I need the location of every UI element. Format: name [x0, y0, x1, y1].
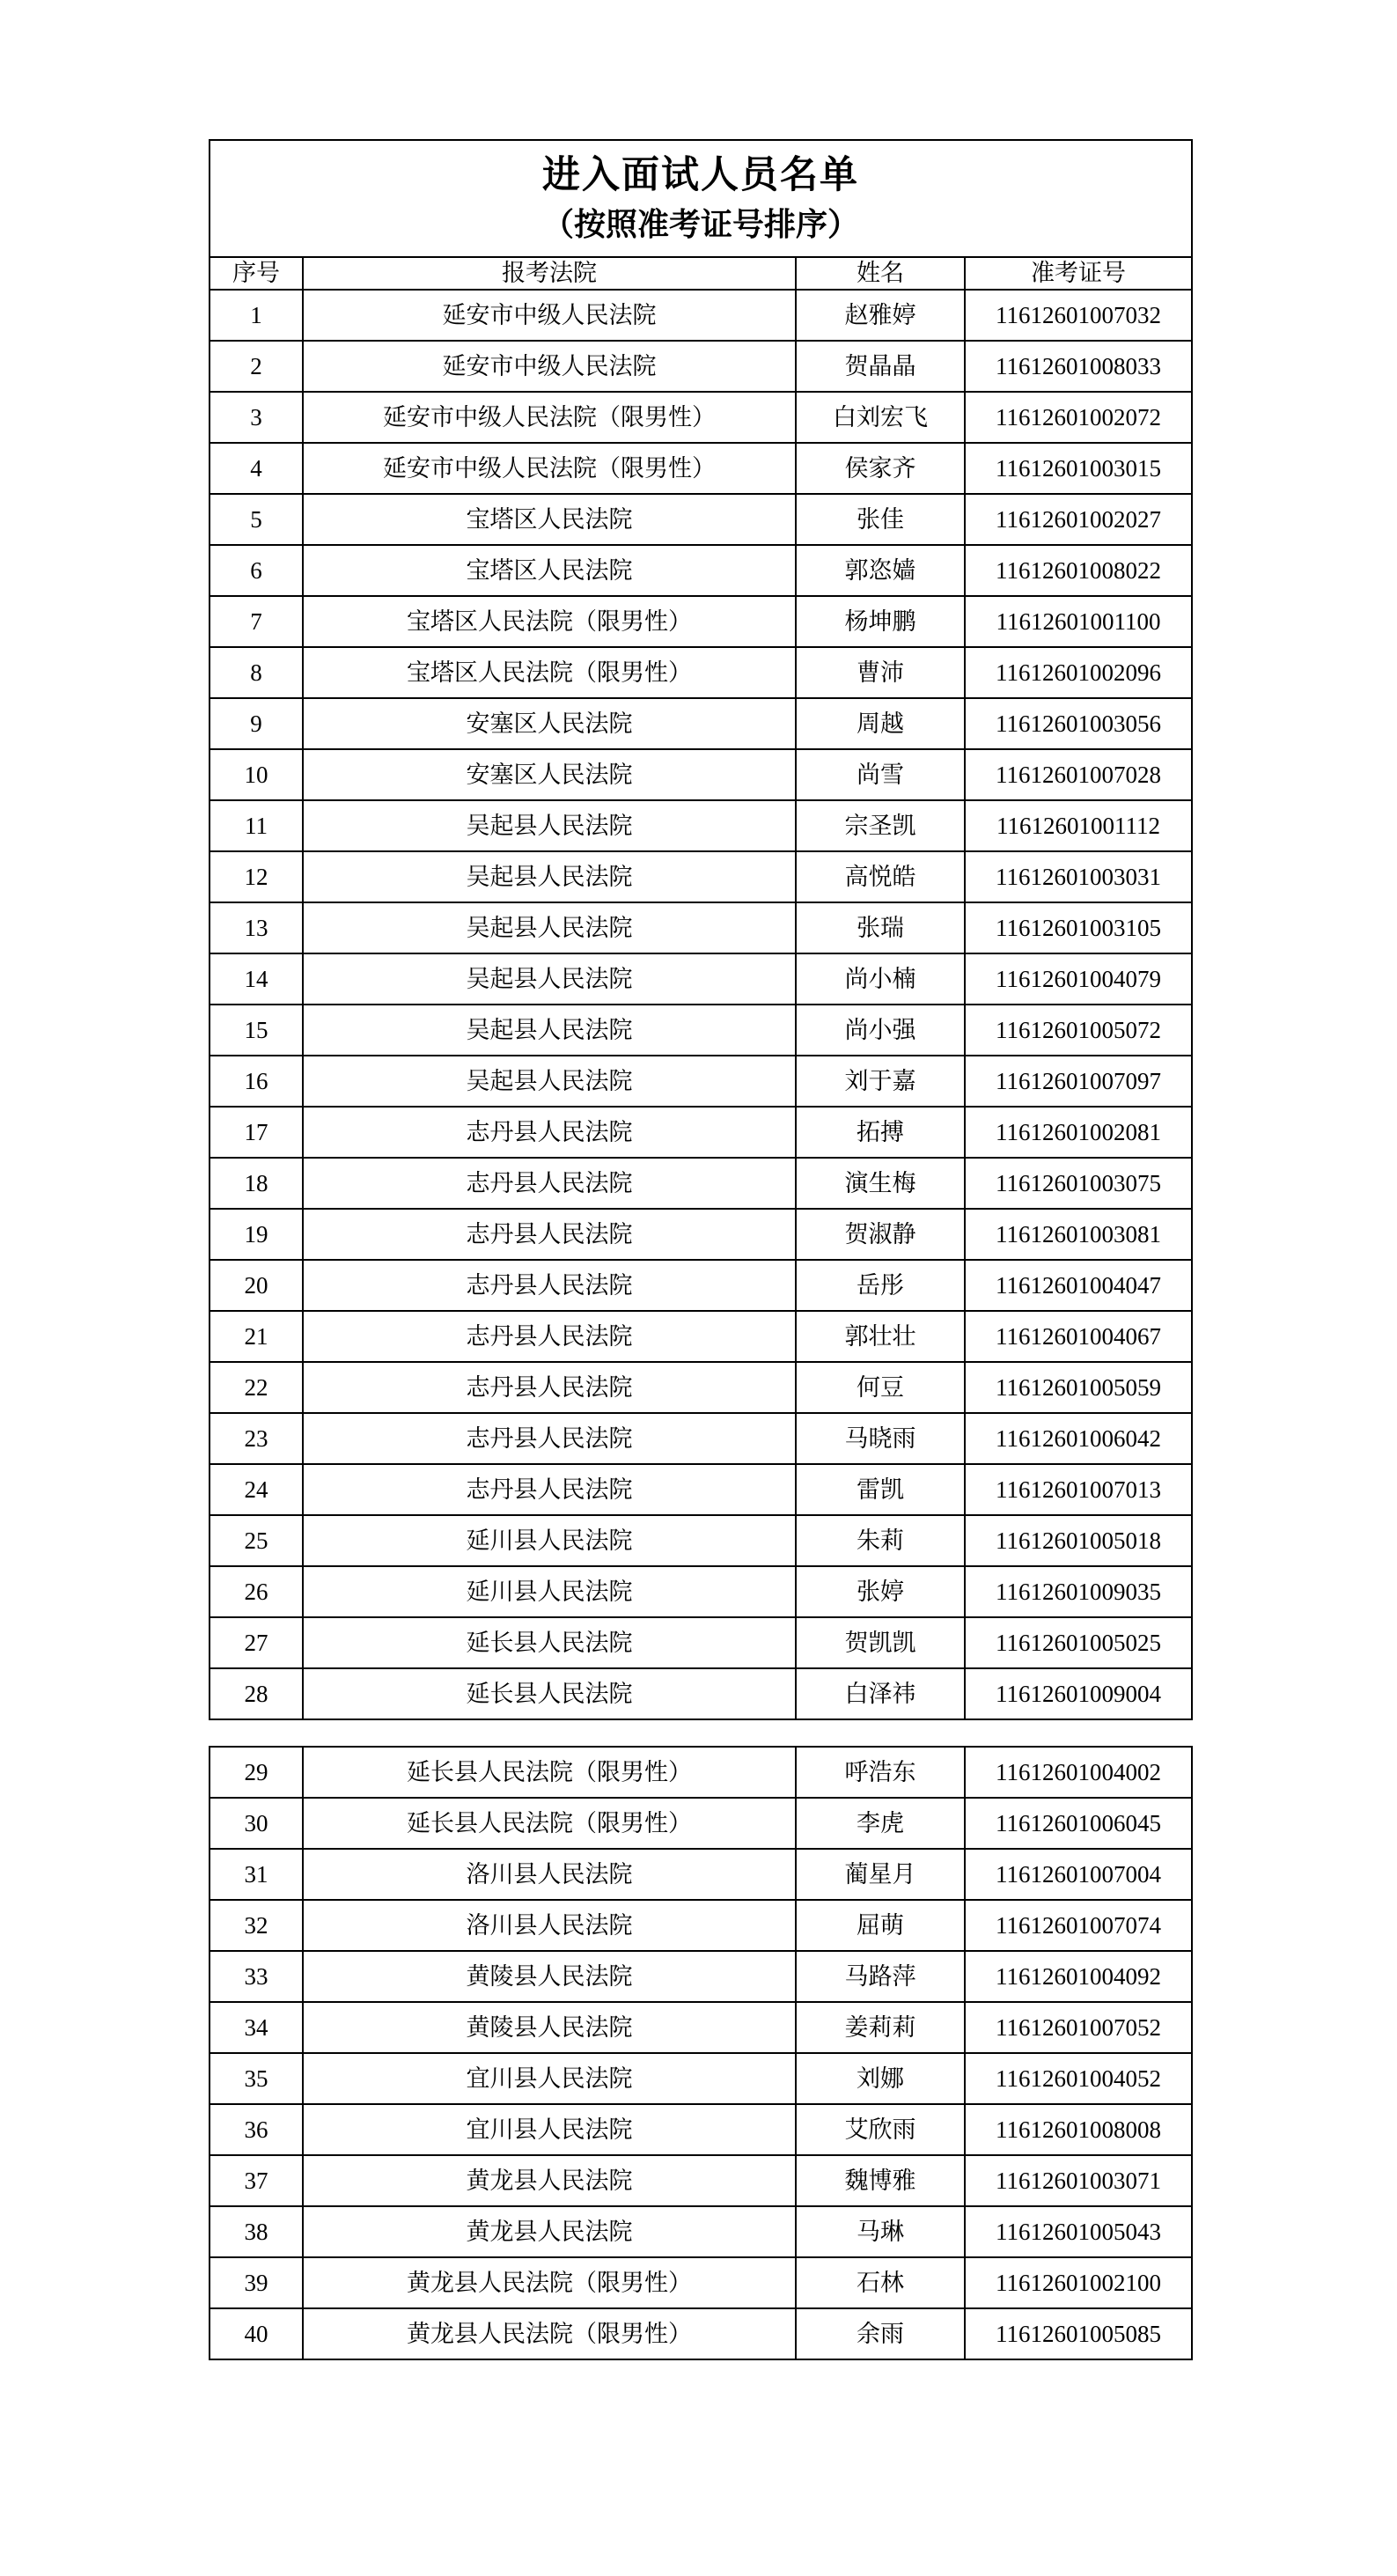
- index-cell: 13: [210, 902, 303, 953]
- ticket-cell: 11612601004002: [965, 1747, 1192, 1798]
- court-cell: 吴起县人民法院: [303, 800, 796, 851]
- table-row: [210, 1209, 1192, 1260]
- table-row: [210, 290, 1192, 341]
- index-cell: 22: [210, 1362, 303, 1413]
- name-cell: 周越: [796, 698, 965, 749]
- court-cell: 延安市中级人民法院: [303, 341, 796, 392]
- index-cell: 28: [210, 1668, 303, 1719]
- court-cell: 黄龙县人民法院: [303, 2155, 796, 2206]
- court-cell: 宜川县人民法院: [303, 2104, 796, 2155]
- header-court: 报考法院: [303, 257, 796, 290]
- ticket-cell: 11612601003075: [965, 1158, 1192, 1209]
- court-cell: 宝塔区人民法院（限男性）: [303, 596, 796, 647]
- ticket-cell: 11612601001100: [965, 596, 1192, 647]
- interview-table-block2: [209, 1746, 1193, 2360]
- ticket-cell: 11612601002096: [965, 647, 1192, 698]
- table-row: [210, 1617, 1192, 1668]
- ticket-cell: 11612601004052: [965, 2053, 1192, 2104]
- index-cell: 3: [210, 392, 303, 443]
- ticket-cell: 11612601002100: [965, 2257, 1192, 2308]
- court-cell: 志丹县人民法院: [303, 1107, 796, 1158]
- name-cell: 曹沛: [796, 647, 965, 698]
- court-cell: 志丹县人民法院: [303, 1464, 796, 1515]
- index-cell: 16: [210, 1056, 303, 1107]
- court-cell: 洛川县人民法院: [303, 1900, 796, 1951]
- court-cell: 志丹县人民法院: [303, 1362, 796, 1413]
- court-cell: 吴起县人民法院: [303, 902, 796, 953]
- name-cell: 李虎: [796, 1798, 965, 1849]
- name-cell: 郭恣嫱: [796, 545, 965, 596]
- table-row: [210, 2155, 1192, 2206]
- ticket-cell: 11612601002072: [965, 392, 1192, 443]
- court-cell: 黄龙县人民法院: [303, 2206, 796, 2257]
- name-cell: 白泽祎: [796, 1668, 965, 1719]
- table-row: [210, 1566, 1192, 1617]
- court-cell: 吴起县人民法院: [303, 953, 796, 1005]
- index-cell: 26: [210, 1566, 303, 1617]
- table-row: [210, 1362, 1192, 1413]
- index-cell: 39: [210, 2257, 303, 2308]
- name-cell: 马晓雨: [796, 1413, 965, 1464]
- index-cell: 9: [210, 698, 303, 749]
- name-cell: 演生梅: [796, 1158, 965, 1209]
- name-cell: 朱莉: [796, 1515, 965, 1566]
- table-row: [210, 2002, 1192, 2053]
- table-row: [210, 443, 1192, 494]
- index-cell: 18: [210, 1158, 303, 1209]
- ticket-cell: 11612601005018: [965, 1515, 1192, 1566]
- ticket-cell: 11612601003105: [965, 902, 1192, 953]
- name-cell: 宗圣凯: [796, 800, 965, 851]
- court-cell: 延安市中级人民法院（限男性）: [303, 443, 796, 494]
- table-row: [210, 545, 1192, 596]
- index-cell: 15: [210, 1005, 303, 1056]
- ticket-cell: 11612601004079: [965, 953, 1192, 1005]
- name-cell: 刘娜: [796, 2053, 965, 2104]
- court-cell: 宜川县人民法院: [303, 2053, 796, 2104]
- name-cell: 张婷: [796, 1566, 965, 1617]
- interview-list: [209, 139, 1191, 2360]
- table-row: [210, 1260, 1192, 1311]
- name-cell: 拓搏: [796, 1107, 965, 1158]
- index-cell: 11: [210, 800, 303, 851]
- name-cell: 白刘宏飞: [796, 392, 965, 443]
- name-cell: 高悦皓: [796, 851, 965, 902]
- ticket-cell: 11612601008008: [965, 2104, 1192, 2155]
- header-ticket: 准考证号: [965, 257, 1192, 290]
- index-cell: 17: [210, 1107, 303, 1158]
- name-cell: 石林: [796, 2257, 965, 2308]
- index-cell: 36: [210, 2104, 303, 2155]
- index-cell: 24: [210, 1464, 303, 1515]
- table-row: [210, 1464, 1192, 1515]
- court-cell: 延长县人民法院（限男性）: [303, 1798, 796, 1849]
- index-cell: 4: [210, 443, 303, 494]
- ticket-cell: 11612601007052: [965, 2002, 1192, 2053]
- table-row: [210, 1747, 1192, 1798]
- ticket-cell: 11612601007032: [965, 290, 1192, 341]
- index-cell: 30: [210, 1798, 303, 1849]
- table-row: [210, 1951, 1192, 2002]
- court-cell: 黄龙县人民法院（限男性）: [303, 2308, 796, 2359]
- index-cell: 25: [210, 1515, 303, 1566]
- court-cell: 洛川县人民法院: [303, 1849, 796, 1900]
- table-row: [210, 392, 1192, 443]
- index-cell: 19: [210, 1209, 303, 1260]
- index-cell: 10: [210, 749, 303, 800]
- table-row: [210, 1311, 1192, 1362]
- name-cell: 尚雪: [796, 749, 965, 800]
- name-cell: 尚小强: [796, 1005, 965, 1056]
- table-row: [210, 2053, 1192, 2104]
- table-row: [210, 1158, 1192, 1209]
- index-cell: 27: [210, 1617, 303, 1668]
- ticket-cell: 11612601007004: [965, 1849, 1192, 1900]
- ticket-cell: 11612601007097: [965, 1056, 1192, 1107]
- table-row: [210, 1107, 1192, 1158]
- index-cell: 29: [210, 1747, 303, 1798]
- index-cell: 7: [210, 596, 303, 647]
- court-cell: 安塞区人民法院: [303, 749, 796, 800]
- index-cell: 32: [210, 1900, 303, 1951]
- court-cell: 吴起县人民法院: [303, 851, 796, 902]
- index-cell: 38: [210, 2206, 303, 2257]
- ticket-cell: 11612601004092: [965, 1951, 1192, 2002]
- index-cell: 14: [210, 953, 303, 1005]
- table-row: [210, 2206, 1192, 2257]
- table-row: [210, 1849, 1192, 1900]
- ticket-cell: 11612601003056: [965, 698, 1192, 749]
- name-cell: 岳彤: [796, 1260, 965, 1311]
- name-cell: 侯家齐: [796, 443, 965, 494]
- ticket-cell: 11612601005025: [965, 1617, 1192, 1668]
- table-row: [210, 596, 1192, 647]
- court-cell: 宝塔区人民法院: [303, 545, 796, 596]
- court-cell: 志丹县人民法院: [303, 1260, 796, 1311]
- ticket-cell: 11612601007074: [965, 1900, 1192, 1951]
- ticket-cell: 11612601005059: [965, 1362, 1192, 1413]
- court-cell: 延川县人民法院: [303, 1515, 796, 1566]
- ticket-cell: 11612601001112: [965, 800, 1192, 851]
- table-row: [210, 1413, 1192, 1464]
- index-cell: 2: [210, 341, 303, 392]
- ticket-cell: 11612601003071: [965, 2155, 1192, 2206]
- index-cell: 31: [210, 1849, 303, 1900]
- index-cell: 21: [210, 1311, 303, 1362]
- name-cell: 雷凯: [796, 1464, 965, 1515]
- index-cell: 8: [210, 647, 303, 698]
- name-cell: 贺淑静: [796, 1209, 965, 1260]
- court-cell: 延川县人民法院: [303, 1566, 796, 1617]
- name-cell: 杨坤鹏: [796, 596, 965, 647]
- table-row: [210, 1515, 1192, 1566]
- index-cell: 35: [210, 2053, 303, 2104]
- ticket-cell: 11612601006042: [965, 1413, 1192, 1464]
- index-cell: 33: [210, 1951, 303, 2002]
- court-cell: 志丹县人民法院: [303, 1158, 796, 1209]
- name-cell: 张瑞: [796, 902, 965, 953]
- index-cell: 37: [210, 2155, 303, 2206]
- table-title: 进入面试人员名单: [542, 155, 859, 197]
- court-cell: 志丹县人民法院: [303, 1311, 796, 1362]
- court-cell: 黄陵县人民法院: [303, 2002, 796, 2053]
- ticket-cell: 11612601003031: [965, 851, 1192, 902]
- table-row: [210, 698, 1192, 749]
- table-row: [210, 2104, 1192, 2155]
- name-cell: 赵雅婷: [796, 290, 965, 341]
- court-cell: 延长县人民法院（限男性）: [303, 1747, 796, 1798]
- ticket-cell: 11612601002081: [965, 1107, 1192, 1158]
- table-gap: [209, 1720, 1191, 1746]
- title-row: [210, 140, 1192, 257]
- court-cell: 宝塔区人民法院（限男性）: [303, 647, 796, 698]
- ticket-cell: 11612601009035: [965, 1566, 1192, 1617]
- name-cell: 刘于嘉: [796, 1056, 965, 1107]
- court-cell: 延安市中级人民法院: [303, 290, 796, 341]
- ticket-cell: 11612601008033: [965, 341, 1192, 392]
- ticket-cell: 11612601004067: [965, 1311, 1192, 1362]
- name-cell: 张佳: [796, 494, 965, 545]
- header-index: 序号: [210, 257, 303, 290]
- table-title-cell: [210, 140, 1192, 257]
- table-row: [210, 2308, 1192, 2359]
- court-cell: 志丹县人民法院: [303, 1413, 796, 1464]
- index-cell: 12: [210, 851, 303, 902]
- ticket-cell: 11612601004047: [965, 1260, 1192, 1311]
- court-cell: 延长县人民法院: [303, 1668, 796, 1719]
- table-row: [210, 1900, 1192, 1951]
- ticket-cell: 11612601007028: [965, 749, 1192, 800]
- index-cell: 23: [210, 1413, 303, 1464]
- court-cell: 黄陵县人民法院: [303, 1951, 796, 2002]
- ticket-cell: 11612601006045: [965, 1798, 1192, 1849]
- table-row: [210, 749, 1192, 800]
- table-row: [210, 2257, 1192, 2308]
- name-cell: 尚小楠: [796, 953, 965, 1005]
- court-cell: 志丹县人民法院: [303, 1209, 796, 1260]
- ticket-cell: 11612601005085: [965, 2308, 1192, 2359]
- court-cell: 延安市中级人民法院（限男性）: [303, 392, 796, 443]
- name-cell: 艾欣雨: [796, 2104, 965, 2155]
- name-cell: 马路萍: [796, 1951, 965, 2002]
- table-row: [210, 341, 1192, 392]
- name-cell: 郭壮壮: [796, 1311, 965, 1362]
- table-row: [210, 902, 1192, 953]
- name-cell: 呼浩东: [796, 1747, 965, 1798]
- name-cell: 贺凯凯: [796, 1617, 965, 1668]
- index-cell: 34: [210, 2002, 303, 2053]
- index-cell: 40: [210, 2308, 303, 2359]
- table-row: [210, 1005, 1192, 1056]
- name-cell: 何豆: [796, 1362, 965, 1413]
- table-subtitle: （按照准考证号排序）: [542, 206, 860, 242]
- name-cell: 马琳: [796, 2206, 965, 2257]
- table-row: [210, 1798, 1192, 1849]
- table-row: [210, 1056, 1192, 1107]
- table-row: [210, 1668, 1192, 1719]
- interview-table-block1: [209, 139, 1193, 1720]
- name-cell: 屈萌: [796, 1900, 965, 1951]
- index-cell: 5: [210, 494, 303, 545]
- table-row: [210, 494, 1192, 545]
- ticket-cell: 11612601003081: [965, 1209, 1192, 1260]
- index-cell: 20: [210, 1260, 303, 1311]
- ticket-cell: 11612601002027: [965, 494, 1192, 545]
- name-cell: 贺晶晶: [796, 341, 965, 392]
- court-cell: 吴起县人民法院: [303, 1005, 796, 1056]
- name-cell: 姜莉莉: [796, 2002, 965, 2053]
- header-name: 姓名: [796, 257, 965, 290]
- table-row: [210, 953, 1192, 1005]
- court-cell: 延长县人民法院: [303, 1617, 796, 1668]
- index-cell: 6: [210, 545, 303, 596]
- ticket-cell: 11612601009004: [965, 1668, 1192, 1719]
- name-cell: 余雨: [796, 2308, 965, 2359]
- ticket-cell: 11612601005043: [965, 2206, 1192, 2257]
- court-cell: 吴起县人民法院: [303, 1056, 796, 1107]
- table-row: [210, 800, 1192, 851]
- ticket-cell: 11612601007013: [965, 1464, 1192, 1515]
- table-row: [210, 851, 1192, 902]
- ticket-cell: 11612601005072: [965, 1005, 1192, 1056]
- court-cell: 黄龙县人民法院（限男性）: [303, 2257, 796, 2308]
- table-row: [210, 647, 1192, 698]
- ticket-cell: 11612601008022: [965, 545, 1192, 596]
- name-cell: 蔺星月: [796, 1849, 965, 1900]
- court-cell: 安塞区人民法院: [303, 698, 796, 749]
- ticket-cell: 11612601003015: [965, 443, 1192, 494]
- name-cell: 魏博雅: [796, 2155, 965, 2206]
- court-cell: 宝塔区人民法院: [303, 494, 796, 545]
- header-row: [210, 257, 1192, 290]
- index-cell: 1: [210, 290, 303, 341]
